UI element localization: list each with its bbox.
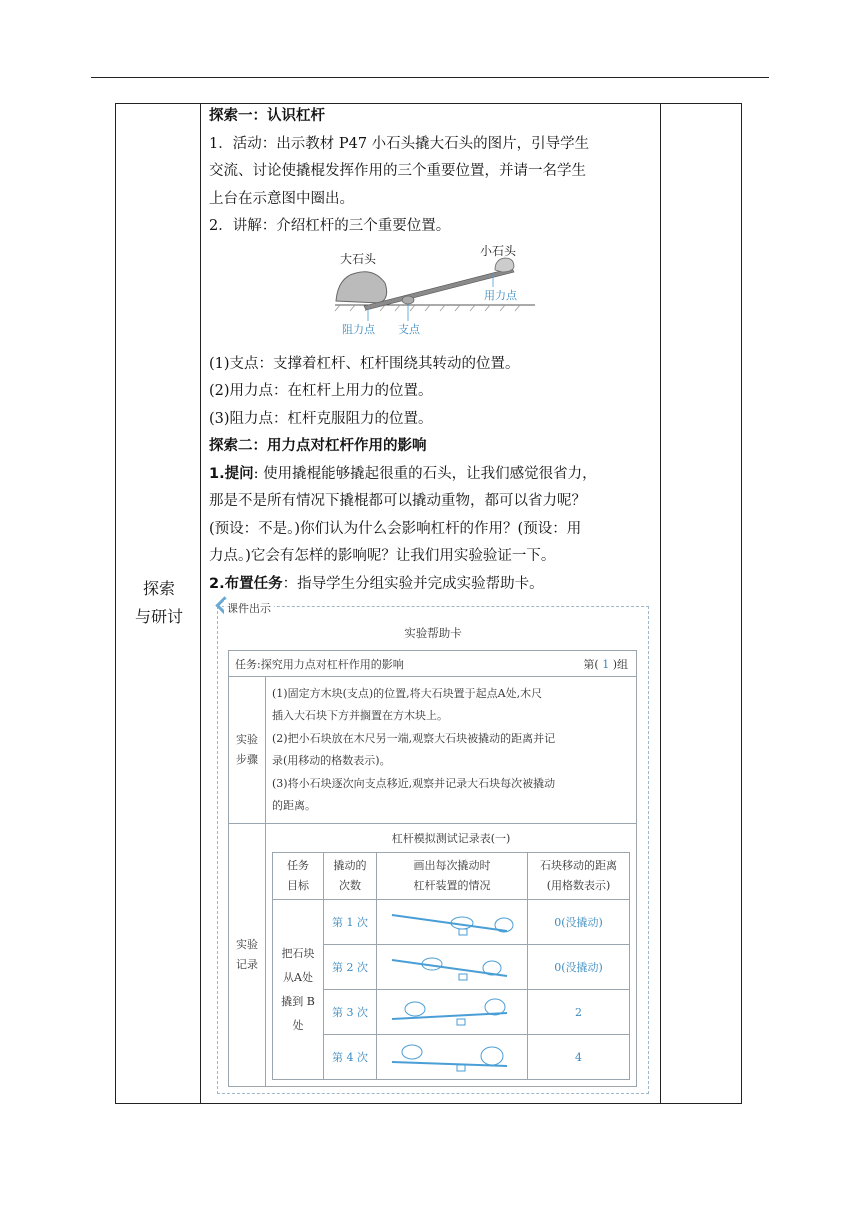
lever-sketch [387,905,517,937]
header-times: 撬动的 次数 [324,853,377,900]
steps-label: 实验 步骤 [229,677,266,824]
row-count: 第 3 次 [324,990,377,1035]
header-goal: 任务 目标 [273,853,324,900]
lever-sketch [387,995,517,1027]
card-title: 实验帮助卡 [404,626,462,640]
task-label: 2.布置任务 [209,575,283,592]
label-big-stone: 大石头 [340,252,377,266]
section1-heading: 探索一：认识杠杆 [209,108,325,124]
side-label-line2: 与研讨 [134,607,183,626]
lever-sketch [387,950,517,982]
card-table [228,650,637,1087]
activity-line: 1．活动：出示教材 P47 小石头撬大石头的图片，引导学生 [209,135,590,152]
task-line: 2.布置任务：指导学生分组实验并完成实验帮助卡。 [209,575,544,592]
row-drawing [377,1035,528,1080]
group-number: 第( 1 )组 [583,657,628,671]
ground-hatch [335,305,520,311]
label-effort-point: 用力点 [484,289,517,302]
column-divider [200,103,201,1104]
side-label-line1: 探索 [142,579,175,598]
activity-line: 交流、讨论使撬棍发挥作用的三个重要位置，并请一名学生 [209,163,586,179]
small-stone-shape [495,258,514,272]
column-divider [660,103,661,1104]
section2-heading: 探索二：用力点对杠杆作用的影响 [209,438,427,454]
label-resistance-point: 阻力点 [342,323,375,336]
row-distance: 0(没撬动) [528,900,630,945]
record-label: 实验 记录 [229,824,266,1087]
question-line: 1.提问: 使用撬棍能够撬起很重的石头，让我们感觉很省力， [209,465,597,482]
question-label: 1.提问 [209,465,254,482]
lever-sketch [387,1040,517,1072]
record-cell [266,824,637,1087]
record-table [272,852,630,1080]
row-count: 第 1 次 [324,900,377,945]
question-line: 力点。)它会有怎样的影响呢？让我们用实验验证一下。 [209,548,556,564]
card-tag: 课件出示 [224,600,274,616]
activity-line: 上台在示意图中圈出。 [209,190,354,207]
point-fulcrum: (1)支点：支撑着杠杆、杠杆围绕其转动的位置。 [209,355,520,372]
header-drawing: 画出每次撬动时 杠杆装置的情况 [377,853,528,900]
record-title: 杠杆模拟测试记录表(一) [391,832,511,845]
row-distance: 2 [528,990,630,1035]
fulcrum-block [402,296,414,304]
point-effort: (2)用力点：在杠杆上用力的位置。 [209,383,433,399]
row-count: 第 2 次 [324,945,377,990]
header-rule [91,77,769,78]
row-distance: 4 [528,1035,630,1080]
explain-line: 2．讲解：介绍杠杆的三个重要位置。 [209,218,451,234]
big-stone-shape [336,272,387,303]
point-resistance: (3)阻力点：杠杆克服阻力的位置。 [209,410,433,427]
label-small-stone: 小石头 [480,244,517,258]
task-goal-cell: 把石块 从A处 撬到 B 处 [273,900,324,1080]
row-drawing [377,990,528,1035]
experiment-card [217,602,649,1094]
task-row [229,651,637,677]
lesson-content [209,103,659,598]
row-distance: 0(没撬动) [528,945,630,990]
row-count: 第 4 次 [324,1035,377,1080]
lever-figure [330,243,540,338]
question-line: (预设：不是。)你们认为什么会影响杠杆的作用？(预设：用 [209,520,582,537]
task-text: 任务:探究用力点对杠杆作用的影响 [235,657,404,671]
label-fulcrum: 支点 [398,323,420,336]
row-drawing [377,945,528,990]
row-drawing [377,900,528,945]
steps-text: (1)固定方木块(支点)的位置,将大石块置于起点A处,木尺 插入大石块下方并搁置在方木块上。 (2)把小石块放在木尺另一端,观察大石块被撬动的距离并记 录(用移动的格数表示)。 (3)将小石块逐次向支点移近,观察并记录大石块每次被撬动 的距离。 [266,677,637,824]
question-line: 那是不是所有情况下撬棍都可以撬动重物，都可以省力呢？ [209,493,586,509]
header-distance: 石块移动的距离 (用格数表示) [528,853,630,900]
